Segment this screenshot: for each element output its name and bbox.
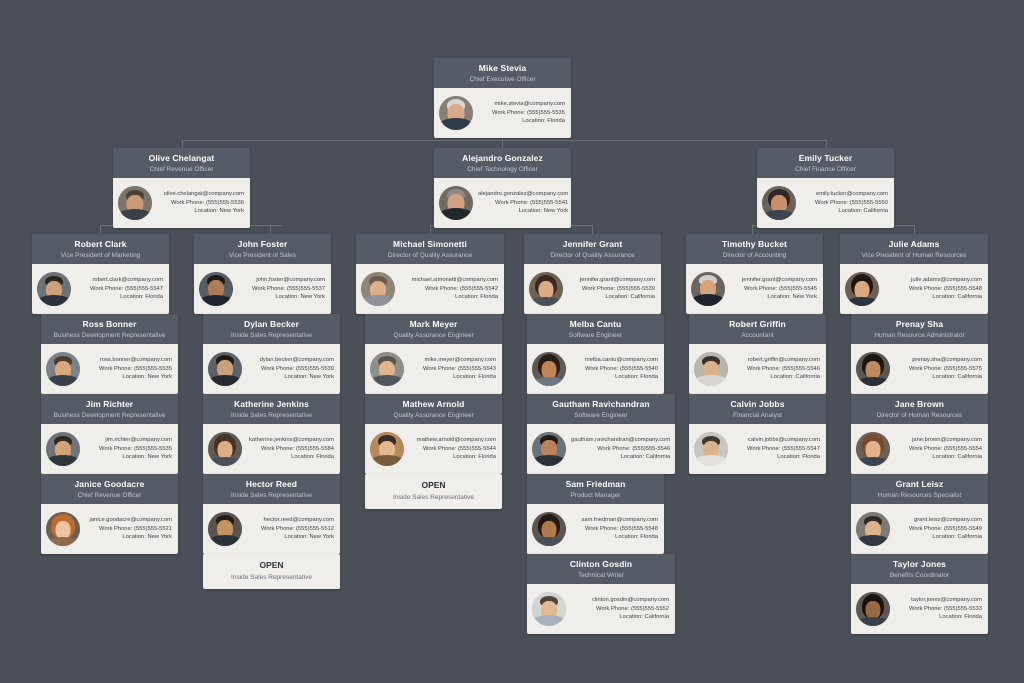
contact-info xyxy=(400,276,499,301)
node-body xyxy=(194,264,331,314)
org-node-dylan-becker[interactable] xyxy=(203,314,340,394)
org-node-jennifer-grant[interactable] xyxy=(524,234,661,314)
node-header xyxy=(851,314,988,344)
contact-info xyxy=(76,276,164,301)
org-node-alejandro-gonzalez[interactable] xyxy=(434,148,571,228)
employee-title: Quality Assurance Engineer xyxy=(393,412,474,419)
employee-email: alejandro.gonzalez@company.com xyxy=(478,191,569,198)
employee-title: Human Resource Administrator xyxy=(874,332,965,339)
connector-robert-clark-up xyxy=(100,225,101,234)
employee-phone: Work Phone: (555)555-5549 xyxy=(908,525,982,532)
contact-info xyxy=(884,276,983,301)
employee-name: Hector Reed xyxy=(245,479,298,489)
employee-location: Location: California xyxy=(770,374,820,381)
employee-name: Grant Leisz xyxy=(895,479,944,489)
employee-phone: Work Phone: (555)555-5535 xyxy=(98,365,172,372)
employee-title: Director of Human Resources xyxy=(876,412,963,419)
employee-phone: Work Phone: (555)555-5539 xyxy=(260,365,334,372)
contact-info xyxy=(157,190,245,215)
org-node-sam-friedman[interactable] xyxy=(527,474,664,554)
node-header xyxy=(689,314,826,344)
connector-cfo-up xyxy=(826,140,827,148)
org-node-katherine-jenkins[interactable] xyxy=(203,394,340,474)
employee-email: robert.griffin@company.com xyxy=(747,357,820,364)
node-header xyxy=(851,474,988,504)
node-header xyxy=(41,314,178,344)
node-header xyxy=(524,234,661,264)
employee-title: Product Manager xyxy=(570,492,621,499)
employee-name: Mark Meyer xyxy=(409,319,458,329)
employee-phone: Work Phone: (555)555-5547 xyxy=(89,285,163,292)
employee-location: Location: New York xyxy=(122,374,172,381)
employee-email: taylor.jones@company.com xyxy=(911,597,982,604)
node-body xyxy=(113,178,250,228)
node-body xyxy=(41,344,178,394)
employee-email: clinton.gosdin@company.com xyxy=(592,597,669,604)
contact-info xyxy=(238,276,326,301)
avatar xyxy=(845,272,879,306)
employee-location: Location: New York xyxy=(284,374,334,381)
avatar xyxy=(46,352,80,386)
employee-name: Clinton Gosdin xyxy=(569,559,633,569)
org-node-melba-cantu[interactable] xyxy=(527,314,664,394)
employee-location: Location: California xyxy=(932,454,982,461)
contact-info xyxy=(85,436,173,461)
node-header xyxy=(851,554,988,584)
employee-email: mike.meyer@company.com xyxy=(424,357,496,364)
employee-email: jane.brown@company.com xyxy=(912,437,982,444)
node-body xyxy=(203,344,340,394)
org-node-jim-richter[interactable] xyxy=(41,394,178,474)
employee-name: Julie Adams xyxy=(888,239,940,249)
node-body xyxy=(365,424,502,474)
employee-title: Director of Quality Assurance xyxy=(387,252,473,259)
employee-location: Location: California xyxy=(838,208,888,215)
employee-name: Timothy Bucket xyxy=(721,239,787,249)
node-header xyxy=(757,148,894,178)
employee-phone: Work Phone: (555)555-5543 xyxy=(422,365,496,372)
employee-name: Sam Friedman xyxy=(565,479,626,489)
node-header xyxy=(41,394,178,424)
employee-phone: Work Phone: (555)555-5544 xyxy=(422,445,496,452)
node-header xyxy=(365,314,502,344)
org-node-olive-chelangat[interactable] xyxy=(113,148,250,228)
node-header xyxy=(527,474,664,504)
node-header xyxy=(113,148,250,178)
node-header xyxy=(434,58,571,88)
connector-cro-up xyxy=(182,140,183,148)
node-body xyxy=(840,264,988,314)
employee-name: Alejandro Gonzalez xyxy=(462,153,543,163)
avatar xyxy=(532,592,566,626)
node-body xyxy=(851,424,988,474)
avatar xyxy=(208,432,242,466)
employee-phone: Work Phone: (555)555-5548 xyxy=(584,525,658,532)
employee-title: Business Development Representative xyxy=(53,332,166,339)
node-body xyxy=(365,344,502,394)
contact-info xyxy=(895,436,983,461)
employee-email: prenay.sha@company.com xyxy=(912,357,982,364)
org-node-prenay-sha[interactable] xyxy=(851,314,988,394)
employee-name: Taylor Jones xyxy=(892,559,946,569)
employee-name: Jennifer Grant xyxy=(562,239,623,249)
employee-location: Location: New York xyxy=(275,294,325,301)
employee-name: John Foster xyxy=(237,239,288,249)
contact-info xyxy=(733,436,821,461)
avatar xyxy=(118,186,152,220)
employee-location: Location: New York xyxy=(122,534,172,541)
org-node-janice-goodacre[interactable] xyxy=(41,474,178,554)
org-node-mathew-arnold[interactable] xyxy=(365,394,502,474)
contact-info xyxy=(801,190,889,215)
employee-location: Location: Florida xyxy=(291,454,334,461)
node-body xyxy=(851,584,988,634)
employee-email: mathew.arnold@company.com xyxy=(416,437,496,444)
employee-location: Location: California xyxy=(605,294,655,301)
org-node-robert-clark[interactable] xyxy=(32,234,169,314)
org-node-hector-reed[interactable] xyxy=(203,474,340,554)
employee-location: Location: Florida xyxy=(939,614,982,621)
employee-phone: Work Phone: (555)555-5547 xyxy=(746,445,820,452)
avatar xyxy=(694,352,728,386)
employee-location: Location: Florida xyxy=(522,118,565,125)
connector-john-foster-up xyxy=(270,225,271,234)
node-header xyxy=(434,148,571,178)
employee-phone: Work Phone: (555)555-5512 xyxy=(260,525,334,532)
contact-info xyxy=(409,356,497,381)
employee-location: Location: California xyxy=(932,534,982,541)
employee-name: Gautham Ravichandran xyxy=(552,399,650,409)
node-body xyxy=(527,584,675,634)
employee-location: Location: New York xyxy=(518,208,569,215)
employee-location: Location: Florida xyxy=(453,454,496,461)
node-header xyxy=(527,394,675,424)
employee-title: Vice President of Human Resources xyxy=(861,252,967,259)
employee-name: Jim Richter xyxy=(85,399,134,409)
org-node-michael-simonetti[interactable] xyxy=(356,234,504,314)
employee-title: Business Development Representative xyxy=(53,412,166,419)
employee-name: Mathew Arnold xyxy=(402,399,465,409)
employee-email: grant.leisz@company.com xyxy=(914,517,982,524)
contact-info xyxy=(571,356,659,381)
node-body xyxy=(203,424,340,474)
employee-title: Accountant xyxy=(741,332,774,339)
employee-email: katherine.jenkins@company.com xyxy=(248,437,334,444)
employee-phone: Work Phone: (555)555-5536 xyxy=(170,199,244,206)
org-node-open-inside-sales-1[interactable] xyxy=(365,474,502,509)
contact-info xyxy=(571,516,659,541)
contact-info xyxy=(247,356,335,381)
org-node-ross-bonner[interactable] xyxy=(41,314,178,394)
employee-title: Benefits Coordinator xyxy=(889,572,950,579)
employee-phone: Work Phone: (555)555-5545 xyxy=(743,285,817,292)
employee-title: Human Resources Specialist xyxy=(877,492,962,499)
node-header xyxy=(203,394,340,424)
employee-name: Ross Bonner xyxy=(82,319,137,329)
employee-title: Chief Revenue Officer xyxy=(77,492,142,499)
avatar xyxy=(856,592,890,626)
node-body xyxy=(203,504,340,554)
employee-phone: Work Phone: (555)555-5539 xyxy=(581,285,655,292)
employee-location: Location: Florida xyxy=(453,374,496,381)
node-body xyxy=(524,264,661,314)
employee-location: Location: New York xyxy=(284,534,334,541)
employee-title: Vice President of Marketing xyxy=(60,252,141,259)
employee-location: Location: California xyxy=(620,454,671,461)
employee-name: Robert Griffin xyxy=(729,319,786,329)
employee-location: Location: Florida xyxy=(455,294,498,301)
employee-name: Katherine Jenkins xyxy=(234,399,309,409)
node-body xyxy=(686,264,823,314)
employee-title: Chief Technology Officer xyxy=(467,166,538,173)
avatar xyxy=(439,186,473,220)
org-node-john-foster[interactable] xyxy=(194,234,331,314)
node-body xyxy=(851,504,988,554)
employee-title: Inside Sales Representative xyxy=(231,492,312,499)
avatar xyxy=(691,272,725,306)
contact-info xyxy=(895,516,983,541)
node-body xyxy=(32,264,169,314)
employee-phone: Work Phone: (555)555-5575 xyxy=(908,365,982,372)
connector-michael-simonetti-up xyxy=(430,225,431,234)
employee-email: jennifer.grant@company.com xyxy=(741,277,817,284)
node-header xyxy=(203,474,340,504)
avatar xyxy=(208,512,242,546)
employee-title: Director of Quality Assurance xyxy=(550,252,635,259)
employee-title: Quality Assurance Engineer xyxy=(393,332,474,339)
employee-email: hector.reed@company.com xyxy=(263,517,334,524)
employee-location: Location: California xyxy=(619,614,669,621)
employee-phone: Work Phone: (555)555-5542 xyxy=(424,285,498,292)
node-body xyxy=(41,424,178,474)
node-header xyxy=(365,394,502,424)
employee-location: Location: California xyxy=(932,294,982,301)
employee-email: ross.bonner@company.com xyxy=(99,357,172,364)
employee-email: jim.richter@company.com xyxy=(105,437,172,444)
node-header xyxy=(527,554,675,584)
contact-info xyxy=(571,596,670,621)
node-header xyxy=(686,234,823,264)
employee-email: michael.simonetti@company.com xyxy=(411,277,498,284)
employee-title: Chief Revenue Officer xyxy=(149,166,214,173)
node-header xyxy=(356,234,504,264)
employee-title: Technical Writer xyxy=(577,572,625,579)
open-position-title: Inside Sales Representative xyxy=(393,494,474,501)
node-header xyxy=(851,394,988,424)
avatar xyxy=(370,352,404,386)
employee-name: Olive Chelangat xyxy=(148,153,215,163)
node-header xyxy=(689,394,826,424)
contact-info xyxy=(85,356,173,381)
avatar xyxy=(37,272,71,306)
employee-location: Location: Florida xyxy=(120,294,163,301)
open-position-label: OPEN xyxy=(259,560,284,570)
contact-info xyxy=(895,596,983,621)
employee-title: Financial Analyst xyxy=(733,412,782,419)
employee-email: melba.cantu@company.com xyxy=(584,357,658,364)
employee-title: Vice President of Sales xyxy=(228,252,297,259)
employee-email: janice.goodacre@company.com xyxy=(89,517,172,524)
contact-info xyxy=(895,356,983,381)
org-node-taylor-jones[interactable] xyxy=(851,554,988,634)
open-position-label: OPEN xyxy=(421,480,446,490)
node-body xyxy=(527,424,675,474)
contact-info xyxy=(733,356,821,381)
employee-phone: Work Phone: (555)555-5546 xyxy=(746,365,820,372)
contact-info xyxy=(409,436,497,461)
contact-info xyxy=(247,436,335,461)
node-header xyxy=(527,314,664,344)
avatar xyxy=(856,432,890,466)
node-body xyxy=(203,554,340,589)
employee-phone: Work Phone: (555)555-5521 xyxy=(98,525,172,532)
employee-title: Chief Finance Officer xyxy=(795,166,856,173)
contact-info xyxy=(568,276,656,301)
employee-title: Software Engineer xyxy=(568,332,623,339)
node-body xyxy=(851,344,988,394)
employee-name: Calvin Jobbs xyxy=(730,399,785,409)
node-header xyxy=(203,314,340,344)
employee-email: jennifer.grant@company.com xyxy=(579,277,655,284)
avatar xyxy=(532,352,566,386)
org-node-timothy-bucket[interactable] xyxy=(686,234,823,314)
avatar xyxy=(361,272,395,306)
org-node-clinton-gosdin[interactable] xyxy=(527,554,675,634)
node-body xyxy=(527,504,664,554)
employee-title: Software Engineer xyxy=(574,412,628,419)
avatar xyxy=(199,272,233,306)
employee-phone: Work Phone: (555)555-5533 xyxy=(908,605,982,612)
org-node-emily-tucker[interactable] xyxy=(757,148,894,228)
employee-email: mike.stevia@company.com xyxy=(494,101,565,108)
employee-phone: Work Phone: (555)555-5537 xyxy=(251,285,325,292)
node-body xyxy=(356,264,504,314)
employee-email: olive.chelangat@company.com xyxy=(163,191,244,198)
connector-julie-adams-up xyxy=(914,225,915,234)
employee-location: Location: New York xyxy=(194,208,244,215)
employee-title: Inside Sales Representative xyxy=(231,412,312,419)
employee-email: robert.clark@company.com xyxy=(92,277,163,284)
avatar xyxy=(439,96,473,130)
employee-phone: Work Phone: (555)555-5550 xyxy=(814,199,888,206)
contact-info xyxy=(478,190,569,215)
node-body xyxy=(689,424,826,474)
org-node-gautham-ravichandran[interactable] xyxy=(527,394,675,474)
node-body xyxy=(689,344,826,394)
employee-location: Location: Florida xyxy=(777,454,820,461)
avatar xyxy=(46,512,80,546)
org-node-calvin-jobbs[interactable] xyxy=(689,394,826,474)
open-position-title: Inside Sales Representative xyxy=(231,574,312,581)
org-node-open-inside-sales-2[interactable] xyxy=(203,554,340,589)
node-body xyxy=(41,504,178,554)
employee-title: Inside Sales Representative xyxy=(231,332,312,339)
contact-info xyxy=(730,276,818,301)
employee-title: Chief Executive Officer xyxy=(469,76,536,83)
avatar xyxy=(370,432,404,466)
org-node-mark-meyer[interactable] xyxy=(365,314,502,394)
avatar xyxy=(532,432,566,466)
avatar xyxy=(532,512,566,546)
org-node-grant-leisz[interactable] xyxy=(851,474,988,554)
employee-phone: Work Phone: (555)555-5546 xyxy=(597,445,671,452)
connector-exec-bus xyxy=(182,140,826,141)
employee-name: Melba Cantu xyxy=(569,319,622,329)
connector-jennifer-grant-up xyxy=(592,225,593,234)
avatar xyxy=(856,512,890,546)
node-header xyxy=(41,474,178,504)
employee-email: dylan.becker@company.com xyxy=(259,357,334,364)
node-header xyxy=(194,234,331,264)
node-body xyxy=(434,178,571,228)
employee-email: emily.tucker@company.com xyxy=(815,191,888,198)
employee-email: julie.adams@company.com xyxy=(911,277,982,284)
avatar xyxy=(46,432,80,466)
node-header xyxy=(32,234,169,264)
org-node-jane-brown[interactable] xyxy=(851,394,988,474)
connector-timothy-bucket-up xyxy=(752,225,753,234)
employee-email: john.foster@company.com xyxy=(256,277,325,284)
employee-phone: Work Phone: (555)555-5540 xyxy=(584,365,658,372)
employee-location: Location: California xyxy=(932,374,982,381)
node-body xyxy=(365,474,502,509)
employee-phone: Work Phone: (555)555-5548 xyxy=(908,285,982,292)
org-node-robert-griffin[interactable] xyxy=(689,314,826,394)
connector-cto-up xyxy=(502,140,503,148)
avatar xyxy=(694,432,728,466)
avatar xyxy=(762,186,796,220)
employee-phone: Work Phone: (555)555-5554 xyxy=(908,445,982,452)
node-body xyxy=(434,88,571,138)
employee-name: Jane Brown xyxy=(894,399,945,409)
employee-name: Michael Simonetti xyxy=(393,239,467,249)
employee-phone: Work Phone: (555)555-5552 xyxy=(595,605,669,612)
employee-title: Director of Accounting xyxy=(722,252,787,259)
contact-info xyxy=(85,516,173,541)
employee-name: Janice Goodacre xyxy=(74,479,145,489)
employee-email: sam.friedman@company.com xyxy=(581,517,658,524)
employee-phone: Work Phone: (555)555-5535 xyxy=(98,445,172,452)
employee-location: Location: New York xyxy=(122,454,172,461)
avatar xyxy=(856,352,890,386)
employee-name: Robert Clark xyxy=(74,239,127,249)
contact-info xyxy=(478,100,566,125)
node-body xyxy=(757,178,894,228)
node-body xyxy=(527,344,664,394)
employee-name: Emily Tucker xyxy=(798,153,853,163)
employee-phone: Work Phone: (555)555-5541 xyxy=(495,199,569,206)
employee-location: Location: New York xyxy=(767,294,817,301)
employee-name: Mike Stevia xyxy=(478,63,527,73)
employee-location: Location: Florida xyxy=(615,534,658,541)
employee-name: Prenay Sha xyxy=(895,319,944,329)
employee-name: Dylan Becker xyxy=(243,319,300,329)
org-node-mike-stevia[interactable] xyxy=(434,58,571,138)
contact-info xyxy=(247,516,335,541)
org-node-julie-adams[interactable] xyxy=(840,234,988,314)
contact-info xyxy=(571,436,671,461)
employee-location: Location: Florida xyxy=(615,374,658,381)
avatar xyxy=(208,352,242,386)
avatar xyxy=(529,272,563,306)
employee-phone: Work Phone: (555)555-5584 xyxy=(260,445,334,452)
employee-email: calvin.jobbs@company.com xyxy=(748,437,820,444)
employee-email: gautham.ravichandran@company.com xyxy=(571,437,671,444)
node-header xyxy=(840,234,988,264)
employee-phone: Work Phone: (555)555-5535 xyxy=(491,109,565,116)
